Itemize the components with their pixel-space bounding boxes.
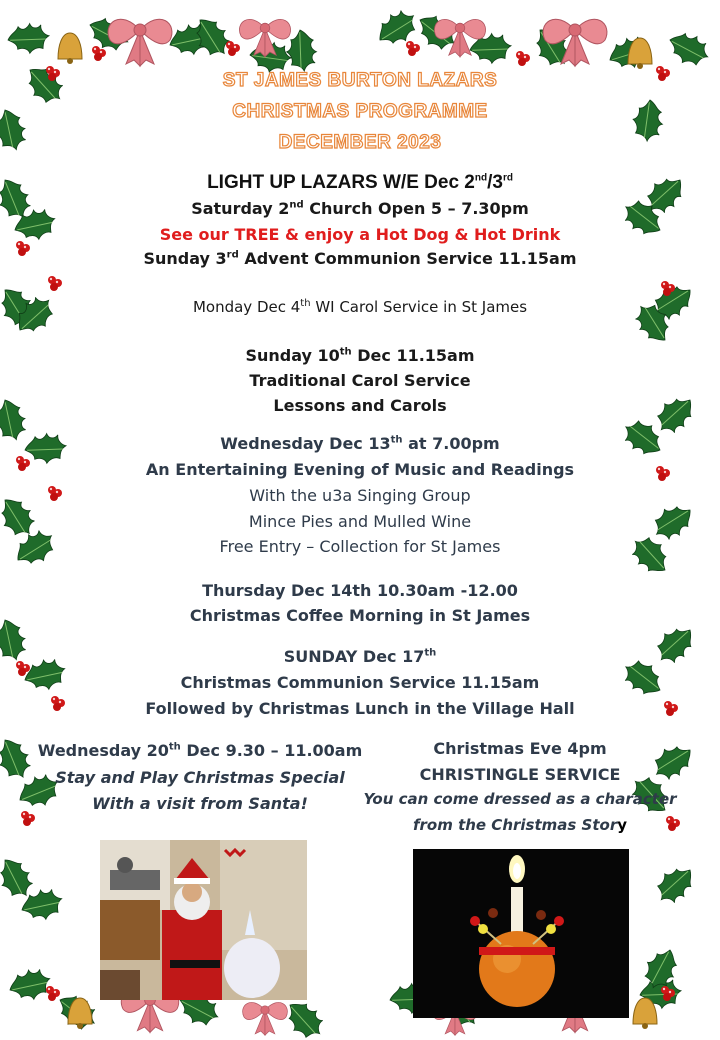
christmas-story-line: from the Christmas Story [412,816,627,834]
dress-up-line: You can come dressed as a character [363,790,677,808]
mince-pies-line: Mince Pies and Mulled Wine [248,512,472,531]
christmas-eve-line: Christmas Eve 4pm [433,739,607,758]
evening-date-line: Wednesday Dec 13th at 7.00pm [220,434,500,453]
free-entry-line: Free Entry – Collection for St James [219,537,501,556]
santa-photo [100,840,307,1000]
lunch-line: Followed by Christmas Lunch in the Village Hall [145,699,575,718]
lessons-carols-line: Lessons and Carols [273,396,447,415]
saturday-line: Saturday 2nd Church Open 5 – 7.30pm [191,199,529,218]
title-line-2: CHRISTMAS PROGRAMME [232,101,488,122]
coffee-date-line: Thursday Dec 14th 10.30am -12.00 [202,581,518,600]
communion-service-line: Christmas Communion Service 11.15am [180,673,540,692]
christingle-scene [413,849,629,1018]
stay-play-date-line: Wednesday 20th Dec 9.30 – 11.00am [37,741,363,760]
communion-date-line: SUNDAY Dec 17th [283,647,437,666]
carol-service-line: Traditional Carol Service [249,371,471,390]
christingle-photo [413,849,629,1018]
coffee-morning-line: Christmas Coffee Morning in St James [189,606,531,625]
santa-scene [100,840,307,1000]
wi-carol-line: Monday Dec 4th WI Carol Service in St James [192,298,528,316]
title-line-3: DECEMBER 2023 [278,132,442,153]
u3a-line: With the u3a Singing Group [249,486,471,505]
tree-hotdog-line: See our TREE & enjoy a Hot Dog & Hot Drink [159,225,561,244]
carol-date-line: Sunday 10th Dec 11.15am [245,346,475,365]
light-up-heading: LIGHT UP LAZARS W/E Dec 2nd/3rd [207,172,513,193]
santa-visit-line: With a visit from Santa! [92,794,308,813]
title-line-1: ST JAMES BURTON LAZARS [222,70,498,91]
evening-music-line: An Entertaining Evening of Music and Readings [145,460,575,479]
sunday-advent-line: Sunday 3rd Advent Communion Service 11.15am [143,249,577,268]
christingle-service-line: CHRISTINGLE SERVICE [419,765,621,784]
stay-play-title-line: Stay and Play Christmas Special [55,768,345,787]
